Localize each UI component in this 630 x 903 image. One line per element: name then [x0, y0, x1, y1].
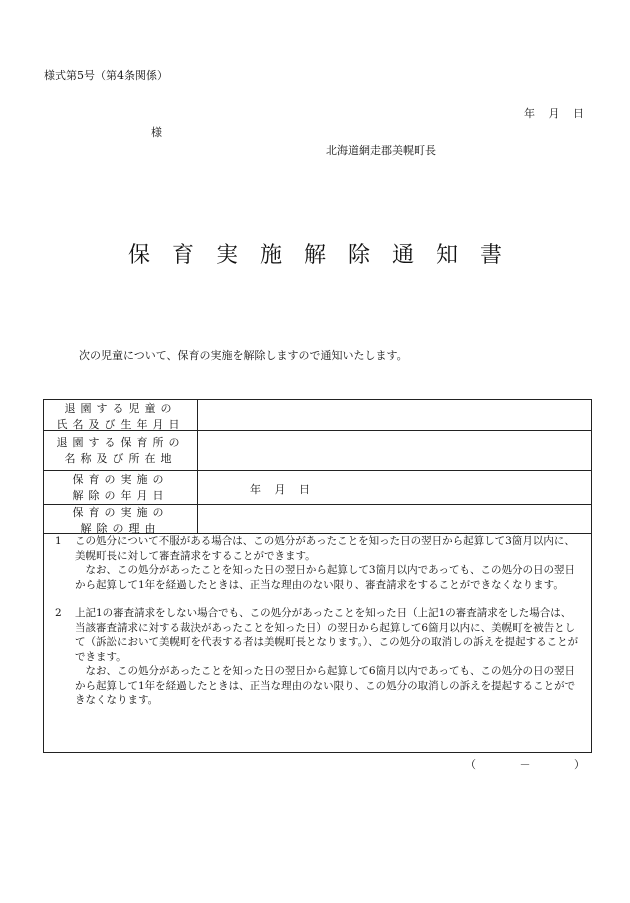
label-line: 退園する保育所の	[56, 436, 185, 449]
info-table	[43, 399, 592, 753]
document-title: 保育実施解除通知書	[128, 243, 525, 268]
table-row	[44, 471, 591, 505]
row-label	[44, 505, 198, 533]
label-line: 退園する児童の	[64, 402, 177, 415]
row-label	[44, 400, 198, 430]
recipient-suffix: 様	[151, 126, 162, 139]
row-label	[44, 431, 198, 470]
issue-date: 年 月 日	[524, 107, 584, 120]
note-number: 1	[55, 535, 62, 547]
note-paragraph: 上記1の審査請求をしない場合でも、この処分があったことを知った日（上記1の審査請求をした場合は、当該審査請求に対する裁決があったことを知った日）の翌日から起算して6箇月以内に、美幌町を被告として（訴訟において美幌町を代表する者は美幌町長となります。）、この処分の取消しの訴えを提起することができます。	[75, 607, 579, 663]
note-2	[44, 606, 591, 708]
label-line: 解除の年月日	[72, 489, 169, 502]
form-number: 様式第5号（第4条関係）	[44, 69, 168, 82]
note-number: 2	[55, 607, 62, 619]
label-line: 保育の実施の	[72, 506, 169, 519]
reference-number: （ － ）	[465, 758, 585, 771]
note-paragraph: なお、この処分があったことを知った日の翌日から起算して3箇月以内であっても、この処分の日の翌日から起算して1年を経過したときは、正当な理由のない限り、審査請求をすることができなくなります。	[75, 564, 575, 591]
row-label	[44, 471, 198, 504]
note-1	[44, 534, 591, 592]
label-line: 名称及び所在地	[64, 452, 177, 465]
issuer-name: 北海道網走郡美幌町長	[326, 144, 436, 157]
label-line: 解除の理由	[80, 522, 161, 535]
release-date-value: 年 月 日	[250, 483, 310, 496]
table-row	[44, 505, 591, 534]
label-line: 保育の実施の	[72, 473, 169, 486]
intro-text: 次の児童について、保育の実施を解除しますので通知いたします。	[79, 349, 408, 362]
note-paragraph: この処分について不服がある場合は、この処分があったことを知った日の翌日から起算して3箇月以内に、美幌町長に対して審査請求をすることができます。	[75, 535, 575, 562]
table-row	[44, 431, 591, 471]
notes-section	[44, 534, 591, 708]
label-line: 氏名及び生年月日	[56, 418, 185, 431]
table-row	[44, 400, 591, 431]
note-paragraph: なお、この処分があったことを知った日の翌日から起算して6箇月以内であっても、この処分の日の翌日から起算して1年を経過したときは、正当な理由のない限り、この処分の取消しの訴えを提起することができなくなります。	[75, 665, 576, 706]
